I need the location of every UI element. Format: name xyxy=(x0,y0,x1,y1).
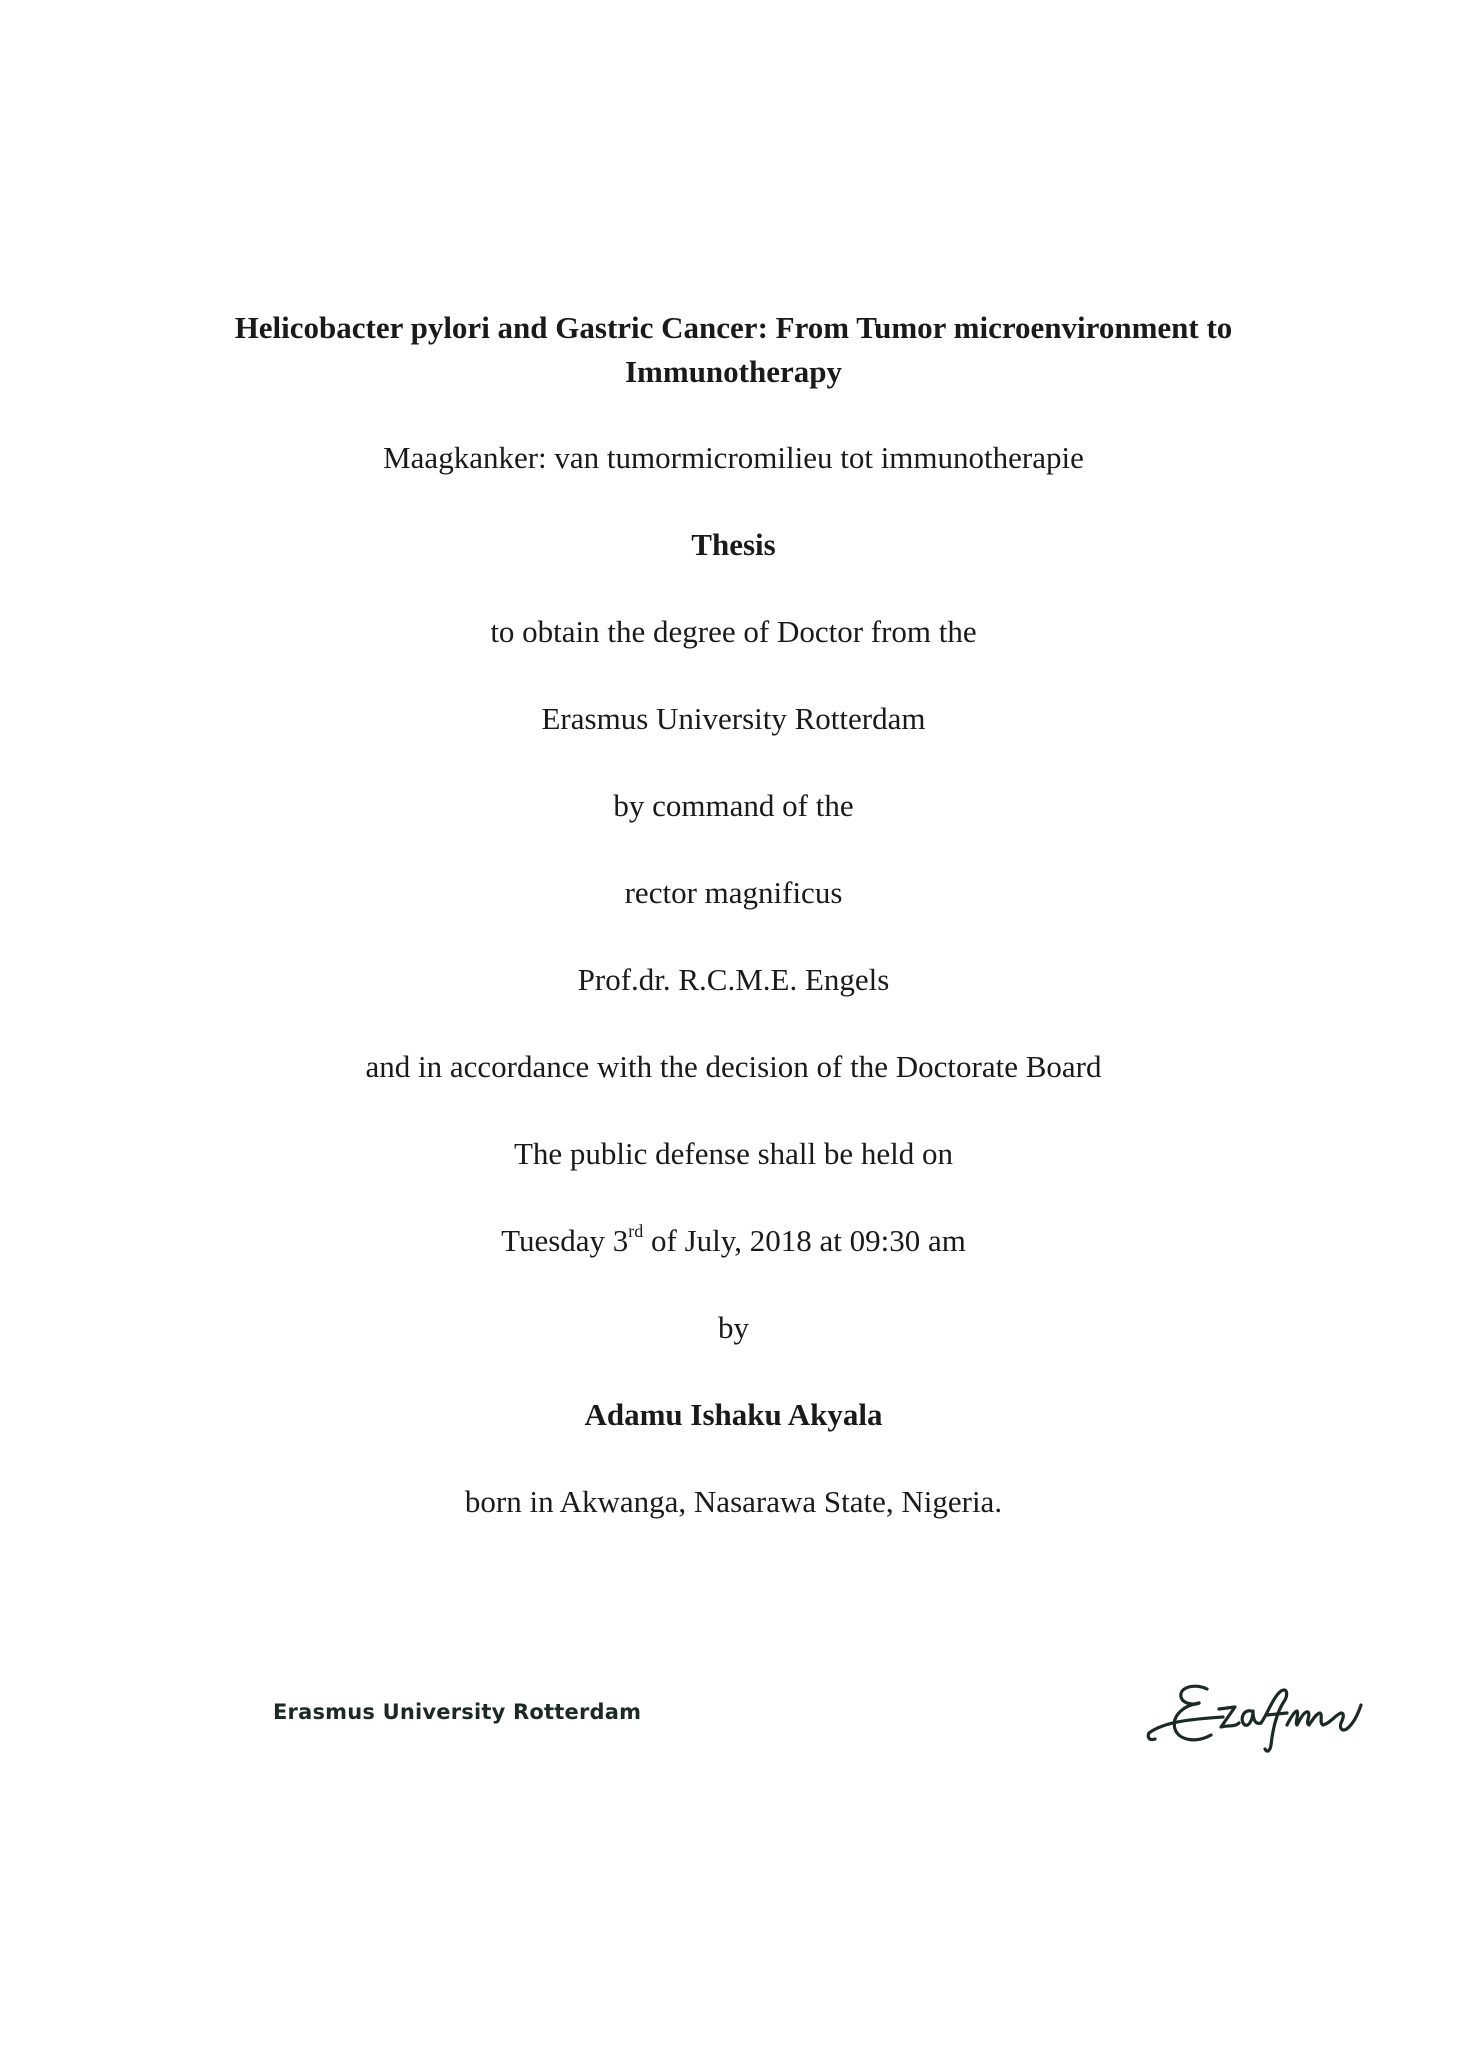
rector-name: Prof.dr. R.C.M.E. Engels xyxy=(577,962,890,997)
defense-date xyxy=(0,1221,1467,1261)
signature-text: Erasmus xyxy=(1257,1759,1261,1760)
defense-date-ordinal: rd xyxy=(628,1220,644,1241)
rector-line: rector magnificus xyxy=(624,875,843,910)
defense-date-prefix: Tuesday 3 xyxy=(501,1223,629,1258)
thesis-title: Helicobacter pylori and Gastric Cancer: From Tumor microenvironment to Immunotherapy xyxy=(234,310,1233,389)
erasmus-university-logo: Erasmus University Rotterdam xyxy=(273,1700,642,1724)
by-line: by xyxy=(718,1310,749,1345)
birthplace-line: born in Akwanga, Nasarawa State, Nigeria. xyxy=(464,1484,1003,1519)
degree-line: to obtain the degree of Doctor from the xyxy=(490,614,977,649)
erasmus-signature-logo xyxy=(1145,1675,1370,1760)
dutch-subtitle: Maagkanker: van tumormicromilieu tot immunotherapie xyxy=(383,440,1084,475)
university-line: Erasmus University Rotterdam xyxy=(541,701,926,736)
author-name: Adamu Ishaku Akyala xyxy=(584,1397,883,1432)
defense-line: The public defense shall be held on xyxy=(513,1136,954,1171)
defense-date-rest: of July, 2018 at 09:30 am xyxy=(643,1223,966,1258)
thesis-label: Thesis xyxy=(691,527,776,562)
board-line: and in accordance with the decision of the Doctorate Board xyxy=(365,1049,1102,1084)
command-line: by command of the xyxy=(613,788,854,823)
